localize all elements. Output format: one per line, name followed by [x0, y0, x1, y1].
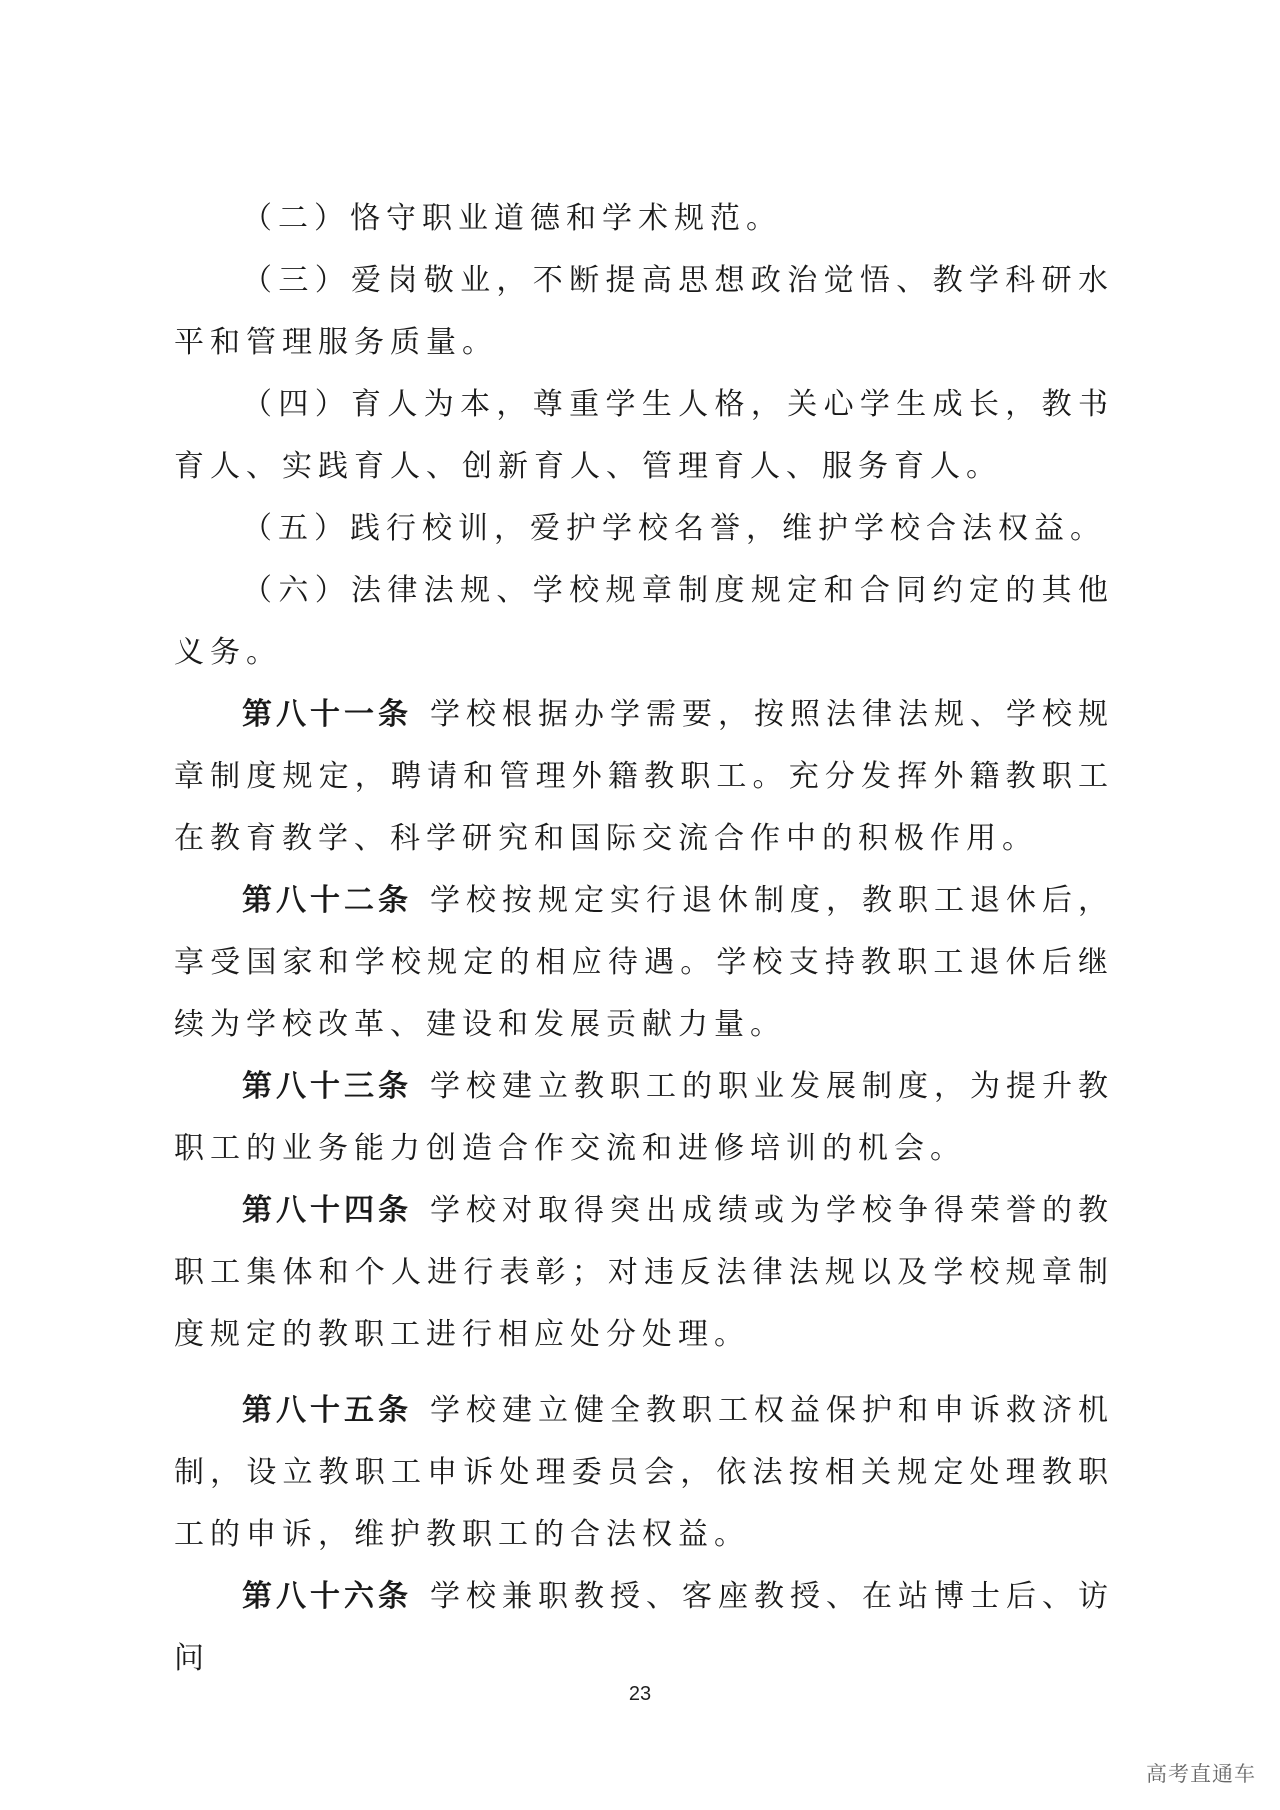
paragraph-item-4: （四）育人为本，尊重学生人格，关心学生成长，教书育人、实践育人、创新育人、管理育人、服务育人。 [174, 387, 1114, 484]
article-84 [174, 1180, 1114, 1366]
article-number: 第八十五条 [242, 1393, 412, 1428]
article-number: 第八十六条 [242, 1579, 412, 1614]
article-82 [174, 870, 1114, 1056]
paragraph-item-3: （三）爱岗敬业，不断提高思想政治觉悟、教学科研水平和管理服务质量。 [174, 263, 1114, 360]
page-number: 23 [628, 1683, 652, 1705]
paragraph-item-2: （二）恪守职业道德和学术规范。 [242, 201, 782, 236]
article-number: 第八十二条 [242, 883, 412, 918]
article-text: 学校按规定实行退休制度，教职工退休后，享受国家和学校规定的相应待遇。学校支持教职工退休后继续为学校改革、建设和发展贡献力量。 [174, 883, 1114, 1042]
article-number: 第八十四条 [242, 1193, 412, 1228]
article-85 [174, 1380, 1114, 1566]
article-text: 学校根据办学需要，按照法律法规、学校规章制度规定，聘请和管理外籍教职工。充分发挥外籍教职工在教育教学、科学研究和国际交流合作中的积极作用。 [174, 697, 1114, 856]
paragraph-item-6: （六）法律法规、学校规章制度规定和合同约定的其他义务。 [174, 573, 1114, 670]
article-text: 学校建立健全教职工权益保护和申诉救济机制，设立教职工申诉处理委员会，依法按相关规定处理教职工的申诉，维护教职工的合法权益。 [174, 1393, 1114, 1552]
article-text: 学校建立教职工的职业发展制度，为提升教职工的业务能力创造合作交流和进修培训的机会。 [174, 1069, 1114, 1166]
article-81 [174, 684, 1114, 870]
article-83 [174, 1056, 1114, 1180]
article-86 [174, 1566, 1114, 1690]
watermark-text: 高考直通车 [1146, 1762, 1256, 1786]
article-text: 学校对取得突出成绩或为学校争得荣誉的教职工集体和个人进行表彰；对违反法律法规以及学校规章制度规定的教职工进行相应处分处理。 [174, 1193, 1114, 1352]
article-number: 第八十一条 [242, 697, 412, 732]
document-body [174, 188, 1114, 1690]
article-number: 第八十三条 [242, 1069, 412, 1104]
article-text: 学校兼职教授、客座教授、在站博士后、访问 [174, 1579, 1114, 1676]
paragraph-item-5: （五）践行校训，爱护学校名誉，维护学校合法权益。 [242, 511, 1106, 546]
